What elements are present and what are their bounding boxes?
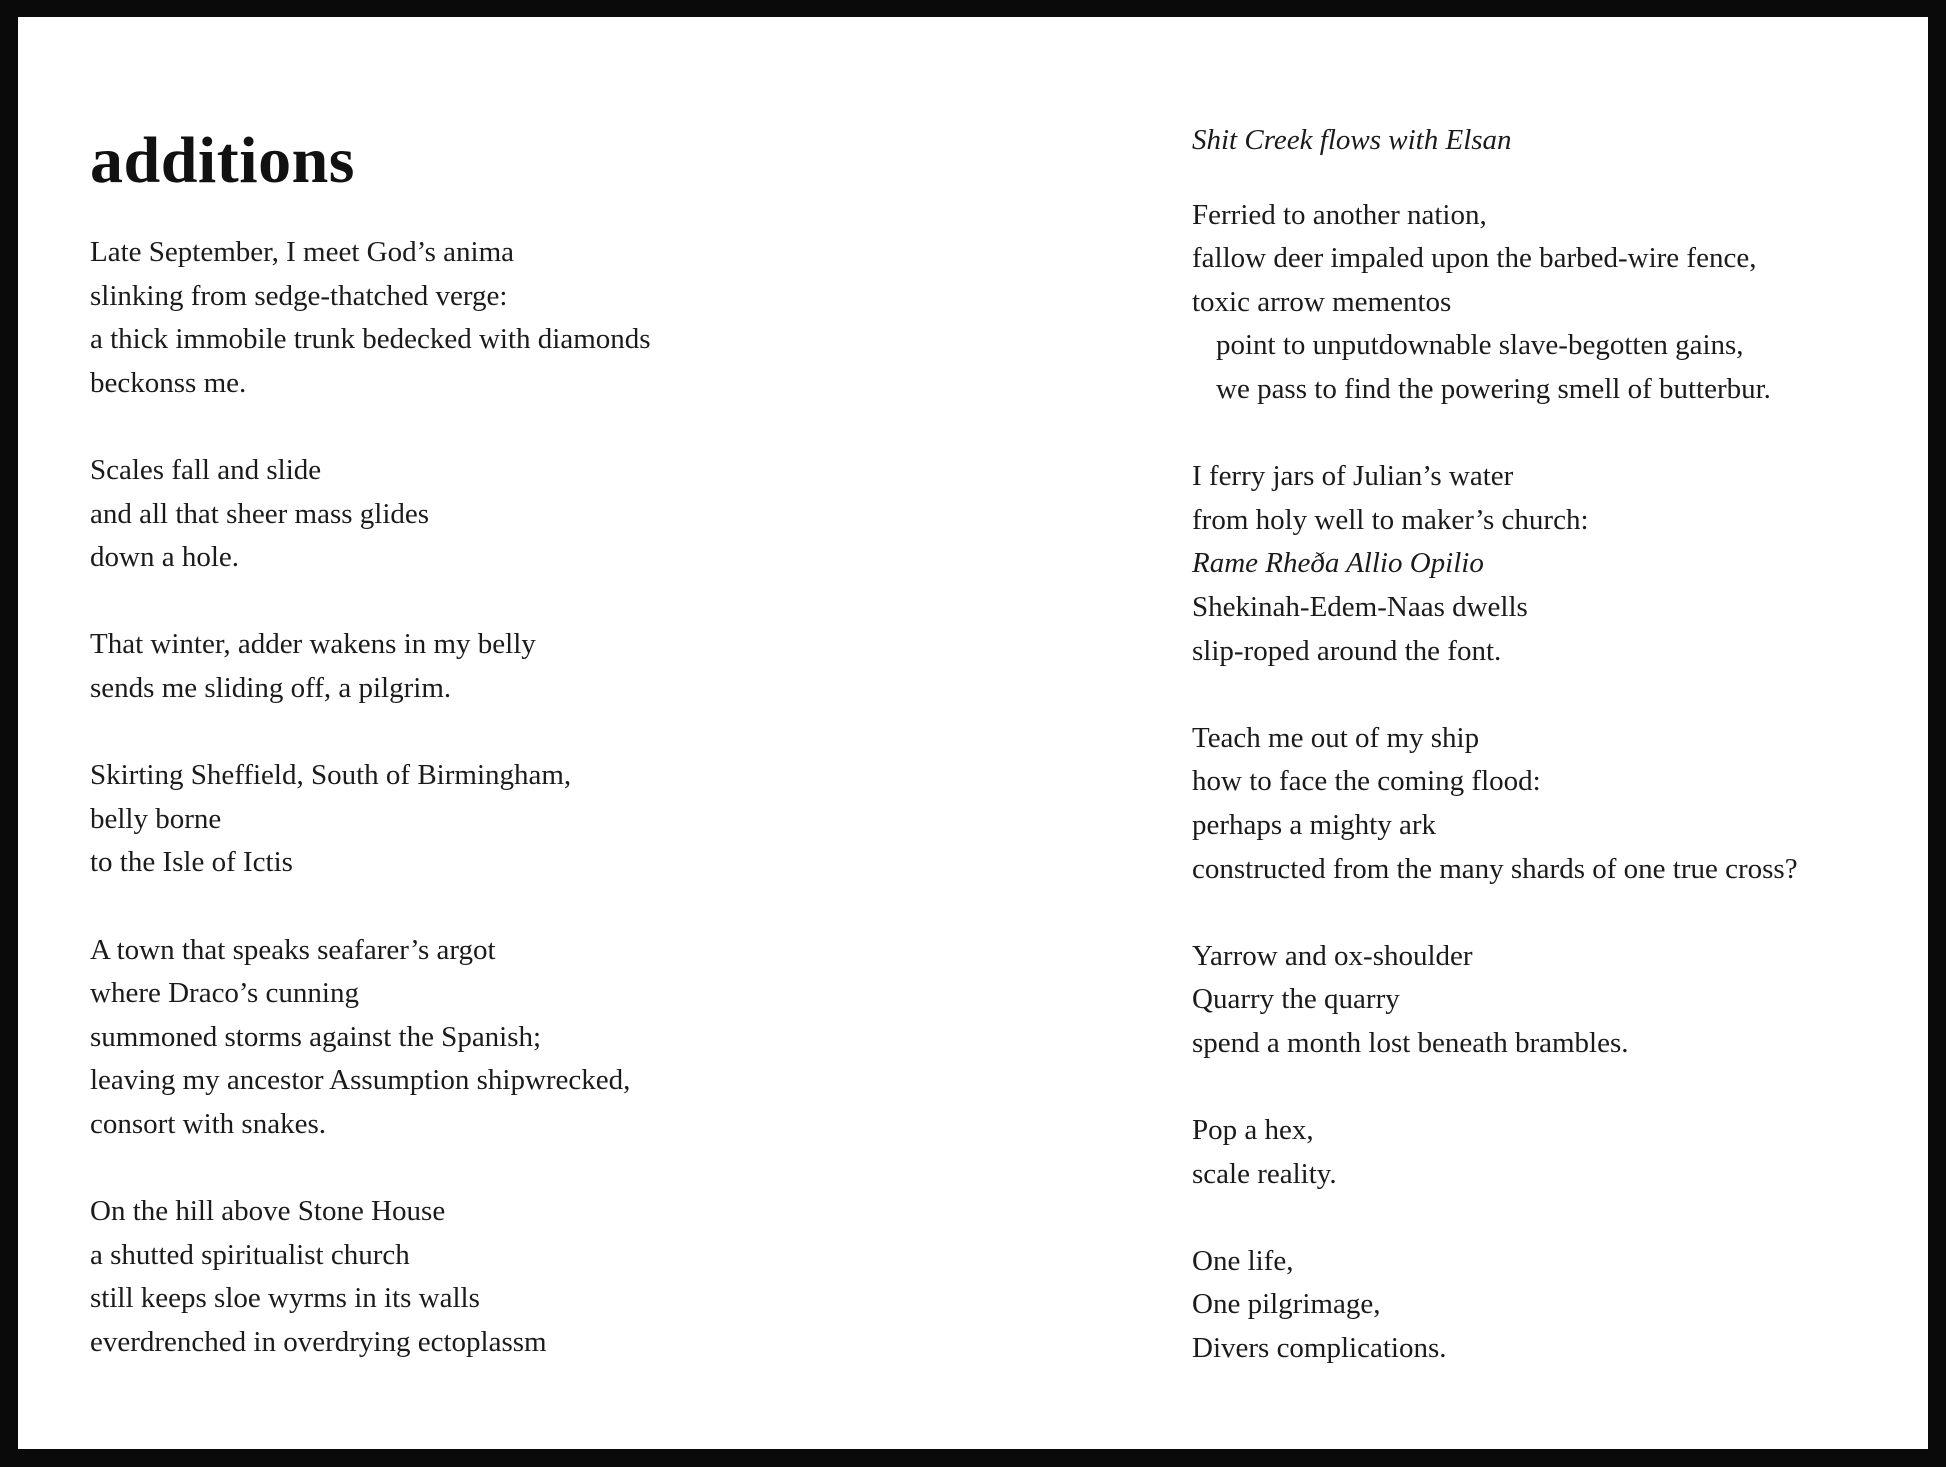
poem-line: still keeps sloe wyrms in its walls xyxy=(90,1282,480,1315)
stanza-8 xyxy=(1192,455,1932,673)
stanza-5 xyxy=(90,929,970,1147)
poem-line: scale reality. xyxy=(1192,1157,1337,1190)
poem-line: everdrenched in overdrying ectoplassm xyxy=(90,1325,547,1358)
poem-line: Teach me out of my ship xyxy=(1192,721,1480,754)
poem-line: Skirting Sheffield, South of Birmingham, xyxy=(90,759,572,792)
poem-line: summoned storms against the Spanish; xyxy=(90,1020,542,1053)
poem-line: Pop a hex, xyxy=(1192,1114,1314,1147)
poem-line: One pilgrimage, xyxy=(1192,1288,1381,1321)
right-page-column xyxy=(1192,119,1932,1371)
poem-line: Divers complications. xyxy=(1192,1332,1447,1365)
poem-line: One life, xyxy=(1192,1244,1294,1277)
poem-line: how to face the coming flood: xyxy=(1192,765,1541,798)
poem-line: Quarry the quarry xyxy=(1192,983,1400,1016)
poem-line: On the hill above Stone House xyxy=(90,1195,446,1228)
poem-line: from holy well to maker’s church: xyxy=(1192,503,1589,536)
poem-line-indented: we pass to find the powering smell of butterbur. xyxy=(1216,372,1771,405)
poem-line: to the Isle of Ictis xyxy=(90,846,293,879)
poem-line: constructed from the many shards of one true cross? xyxy=(1192,852,1798,885)
stanza-4 xyxy=(90,754,970,885)
poem-line: and all that sheer mass glides xyxy=(90,497,430,530)
poem-line: fallow deer impaled upon the barbed-wire fence, xyxy=(1192,242,1757,275)
poem-line: spend a month lost beneath brambles. xyxy=(1192,1026,1629,1059)
poem-line: Late September, I meet God’s anima xyxy=(90,236,515,268)
poem-line: beckonss me. xyxy=(90,366,247,399)
poem-page-sheet xyxy=(18,17,1928,1449)
stanza-9 xyxy=(1192,717,1932,891)
poem-line: a thick immobile trunk bedecked with diamonds xyxy=(90,323,651,356)
poem-line: I ferry jars of Julian’s water xyxy=(1192,460,1514,493)
poem-line: slip-roped around the font. xyxy=(1192,634,1502,667)
poem-line: Shekinah-Edem-Naas dwells xyxy=(1192,590,1528,623)
poem-line: down a hole. xyxy=(90,541,239,574)
stanza-7 xyxy=(1192,194,1932,412)
poem-line: a shutted spiritualist church xyxy=(90,1238,410,1271)
poem-line: Ferried to another nation, xyxy=(1192,198,1487,231)
stanza-10 xyxy=(1192,935,1932,1066)
poem-epigraph: Shit Creek flows with Elsan xyxy=(1192,124,1512,156)
poem-title: additions xyxy=(90,124,355,197)
stanza-1 xyxy=(90,231,970,405)
poem-line: Yarrow and ox-shoulder xyxy=(1192,939,1473,972)
stanza-11 xyxy=(1192,1109,1932,1196)
poem-line: leaving my ancestor Assumption shipwrecked, xyxy=(90,1064,631,1097)
poem-line-indented: point to unputdownable slave-begotten gains, xyxy=(1216,329,1744,362)
stanza-6 xyxy=(90,1190,970,1364)
poem-line: toxic arrow mementos xyxy=(1192,285,1452,318)
poem-line-italic: Rame Rheða Allio Opilio xyxy=(1192,547,1484,580)
poem-line: slinking from sedge-thatched verge: xyxy=(90,279,508,312)
poem-line: A town that speaks seafarer’s argot xyxy=(90,933,496,966)
stanza-2 xyxy=(90,449,970,580)
stanza-12 xyxy=(1192,1240,1932,1371)
poem-line: That winter, adder wakens in my belly xyxy=(90,628,536,661)
poem-line: where Draco’s cunning xyxy=(90,977,359,1010)
poem-line: consort with snakes. xyxy=(90,1107,326,1140)
poem-line: sends me sliding off, a pilgrim. xyxy=(90,671,452,704)
stanza-3 xyxy=(90,623,970,710)
poem-line: perhaps a mighty ark xyxy=(1192,808,1437,841)
poem-line: Scales fall and slide xyxy=(90,453,322,486)
poem-line: belly borne xyxy=(90,802,222,835)
left-page-column xyxy=(90,124,970,1364)
